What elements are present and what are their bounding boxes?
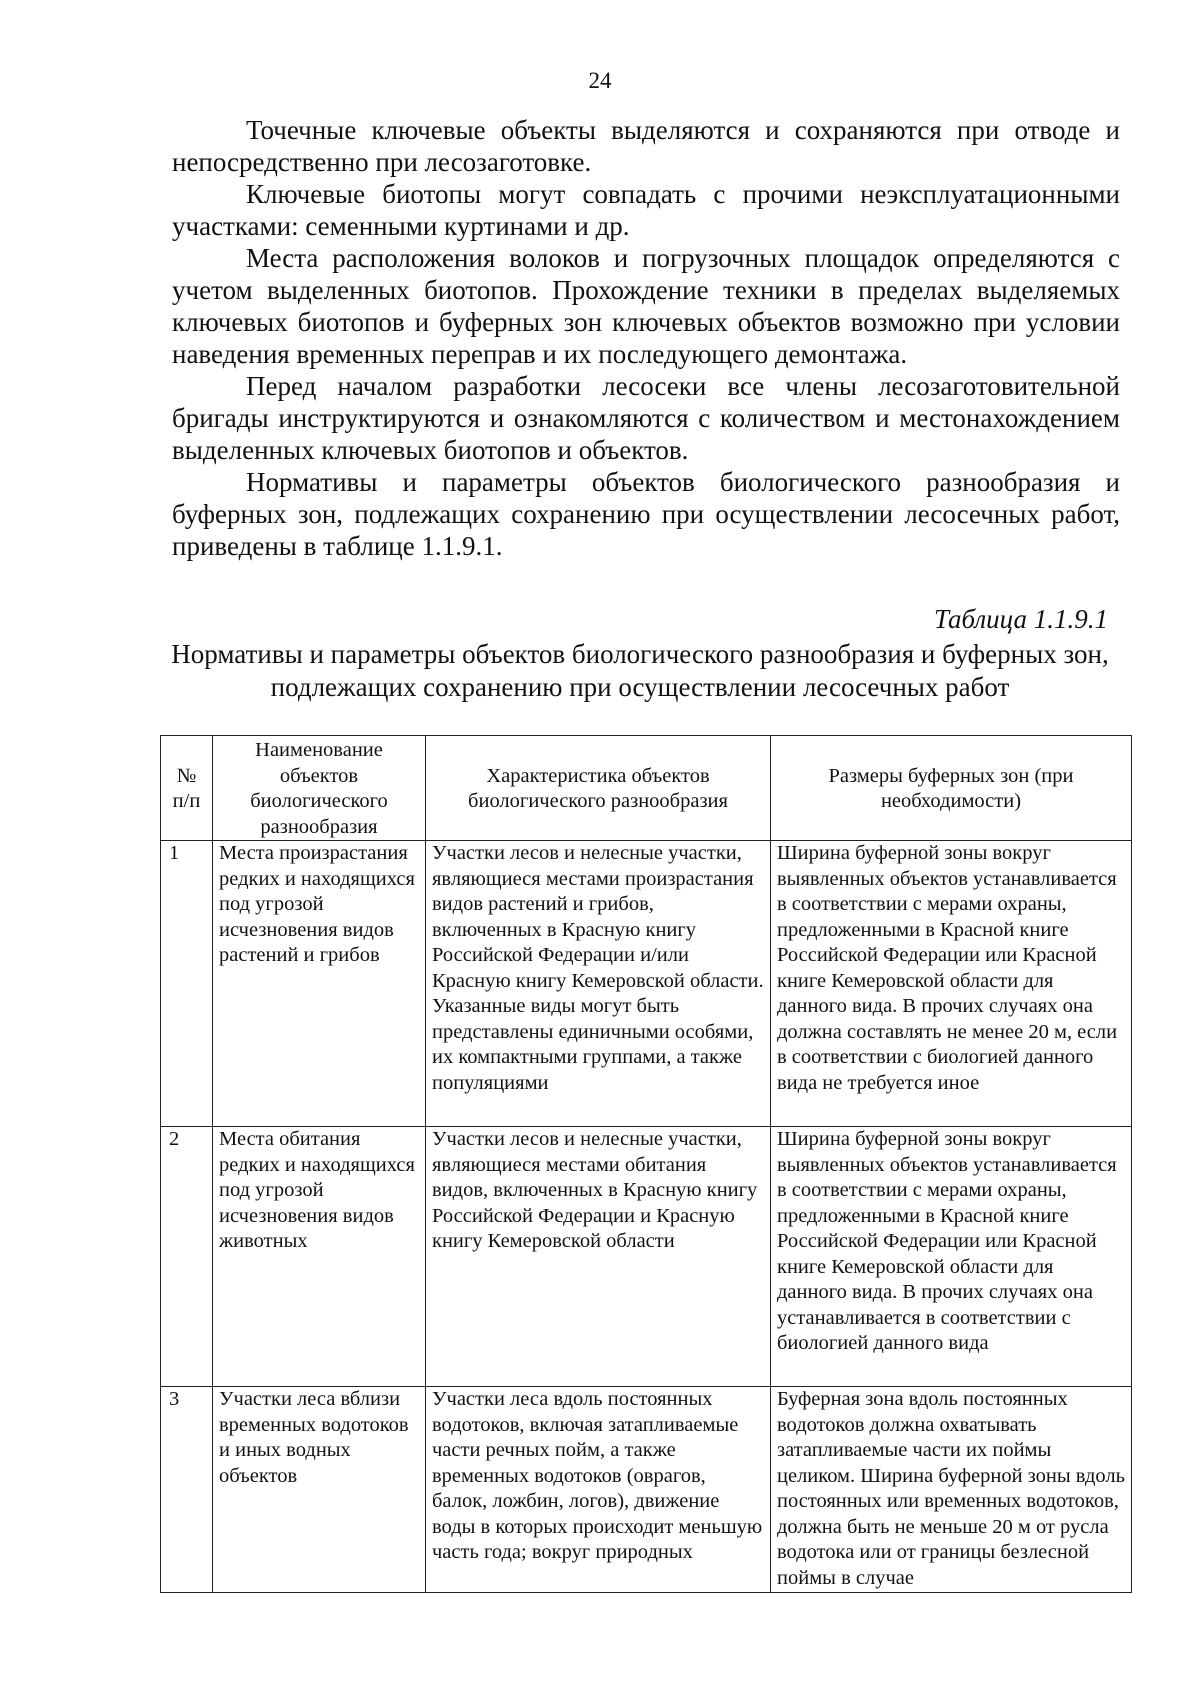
- row-number: 3: [161, 1387, 213, 1593]
- characteristic-cell: Участки лесов и нелесные участки, являющиеся местами обитания видов, включенных в Красную книгу Российской Федерации и Красную книгу Кемеровской области: [426, 1127, 771, 1387]
- table-title: Нормативы и параметры объектов биологического разнообразия и буферных зон, подлежащих сохранению при осуществлении лесосечных работ: [171, 639, 1109, 702]
- header-number: № п/п: [161, 736, 213, 841]
- table-label: Таблица 1.1.9.1: [933, 604, 1108, 634]
- table-row: [161, 841, 1132, 1127]
- table-row: [161, 1127, 1132, 1387]
- object-name-cell: Места обитания редких и находящихся под угрозой исчезновения видов животных: [213, 1127, 426, 1387]
- characteristic-cell: Участки лесов и нелесные участки, являющиеся местами произрастания видов растений и грибов, включенных в Красную книгу Российской Федерации и/или Красную книгу Кемеровской области. Указанные виды могут быть представлены единичными особями, их компактными группами, а также популяциями: [426, 841, 771, 1127]
- buffer-size-cell: Буферная зона вдоль постоянных водотоков должна охватывать затапливаемые части их поймы целиком. Ширина буферной зоны вдоль постоянных или временных водотоков, должна быть не меньше 20 м от русла водотока или от границы безлесной поймы в случае: [771, 1387, 1132, 1593]
- page-number: 24: [588, 68, 612, 93]
- paragraph: Места расположения волоков и погрузочных площадок определяются с учетом выделенных биотопов. Прохождение техники в пределах выделяемых ключевых биотопов и буферных зон ключевых объектов возможно при условии наведения временных переправ и их последующего демонтажа.: [172, 243, 1120, 369]
- header-buffer-size: Размеры буферных зон (при необходимости): [771, 736, 1132, 841]
- characteristic-cell: Участки леса вдоль постоянных водотоков, включая затапливаемые части речных пойм, а также временных водотоков (оврагов, балок, ложбин, логов), движение воды в которых происходит меньшую часть года; вокруг природных: [426, 1387, 771, 1593]
- paragraph: Перед началом разработки лесосеки все члены лесозаготовительной бригады инструктируются и ознакомляются с количеством и местонахождением выделенных ключевых биотопов и объектов.: [172, 371, 1120, 465]
- norms-table: [160, 735, 1132, 1593]
- paragraph: Ключевые биотопы могут совпадать с прочими неэксплуатационными участками: семенными куртинами и др.: [172, 179, 1120, 241]
- table-row: [161, 1387, 1132, 1593]
- row-number: 2: [161, 1127, 213, 1387]
- buffer-size-cell: Ширина буферной зоны вокруг выявленных объектов устанавливается в соответствии с мерами охраны, предложенными в Красной книге Российской Федерации или Красной книге Кемеровской области для данного вида. В прочих случаях она устанавливается в соответствии с биологией данного вида: [771, 1127, 1132, 1387]
- body-text: [172, 114, 1120, 562]
- paragraph: Точечные ключевые объекты выделяются и сохраняются при отводе и непосредственно при лесозаготовке.: [172, 115, 1120, 177]
- paragraph: Нормативы и параметры объектов биологического разнообразия и буферных зон, подлежащих сохранению при осуществлении лесосечных работ, приведены в таблице 1.1.9.1.: [172, 467, 1120, 561]
- buffer-size-cell: Ширина буферной зоны вокруг выявленных объектов устанавливается в соответствии с мерами охраны, предложенными в Красной книге Российской Федерации или Красной книге Кемеровской области для данного вида. В прочих случаях она должна составлять не менее 20 м, если в соответствии с биологией данного вида не требуется иное: [771, 841, 1132, 1127]
- header-object-name: Наименование объектов биологического разнообразия: [213, 736, 426, 841]
- object-name-cell: Места произрастания редких и находящихся под угрозой исчезновения видов растений и грибов: [213, 841, 426, 1127]
- row-number: 1: [161, 841, 213, 1127]
- table-header-row: [161, 736, 1132, 841]
- object-name-cell: Участки леса вблизи временных водотоков и иных водных объектов: [213, 1387, 426, 1593]
- header-characteristic: Характеристика объектов биологического разнообразия: [426, 736, 771, 841]
